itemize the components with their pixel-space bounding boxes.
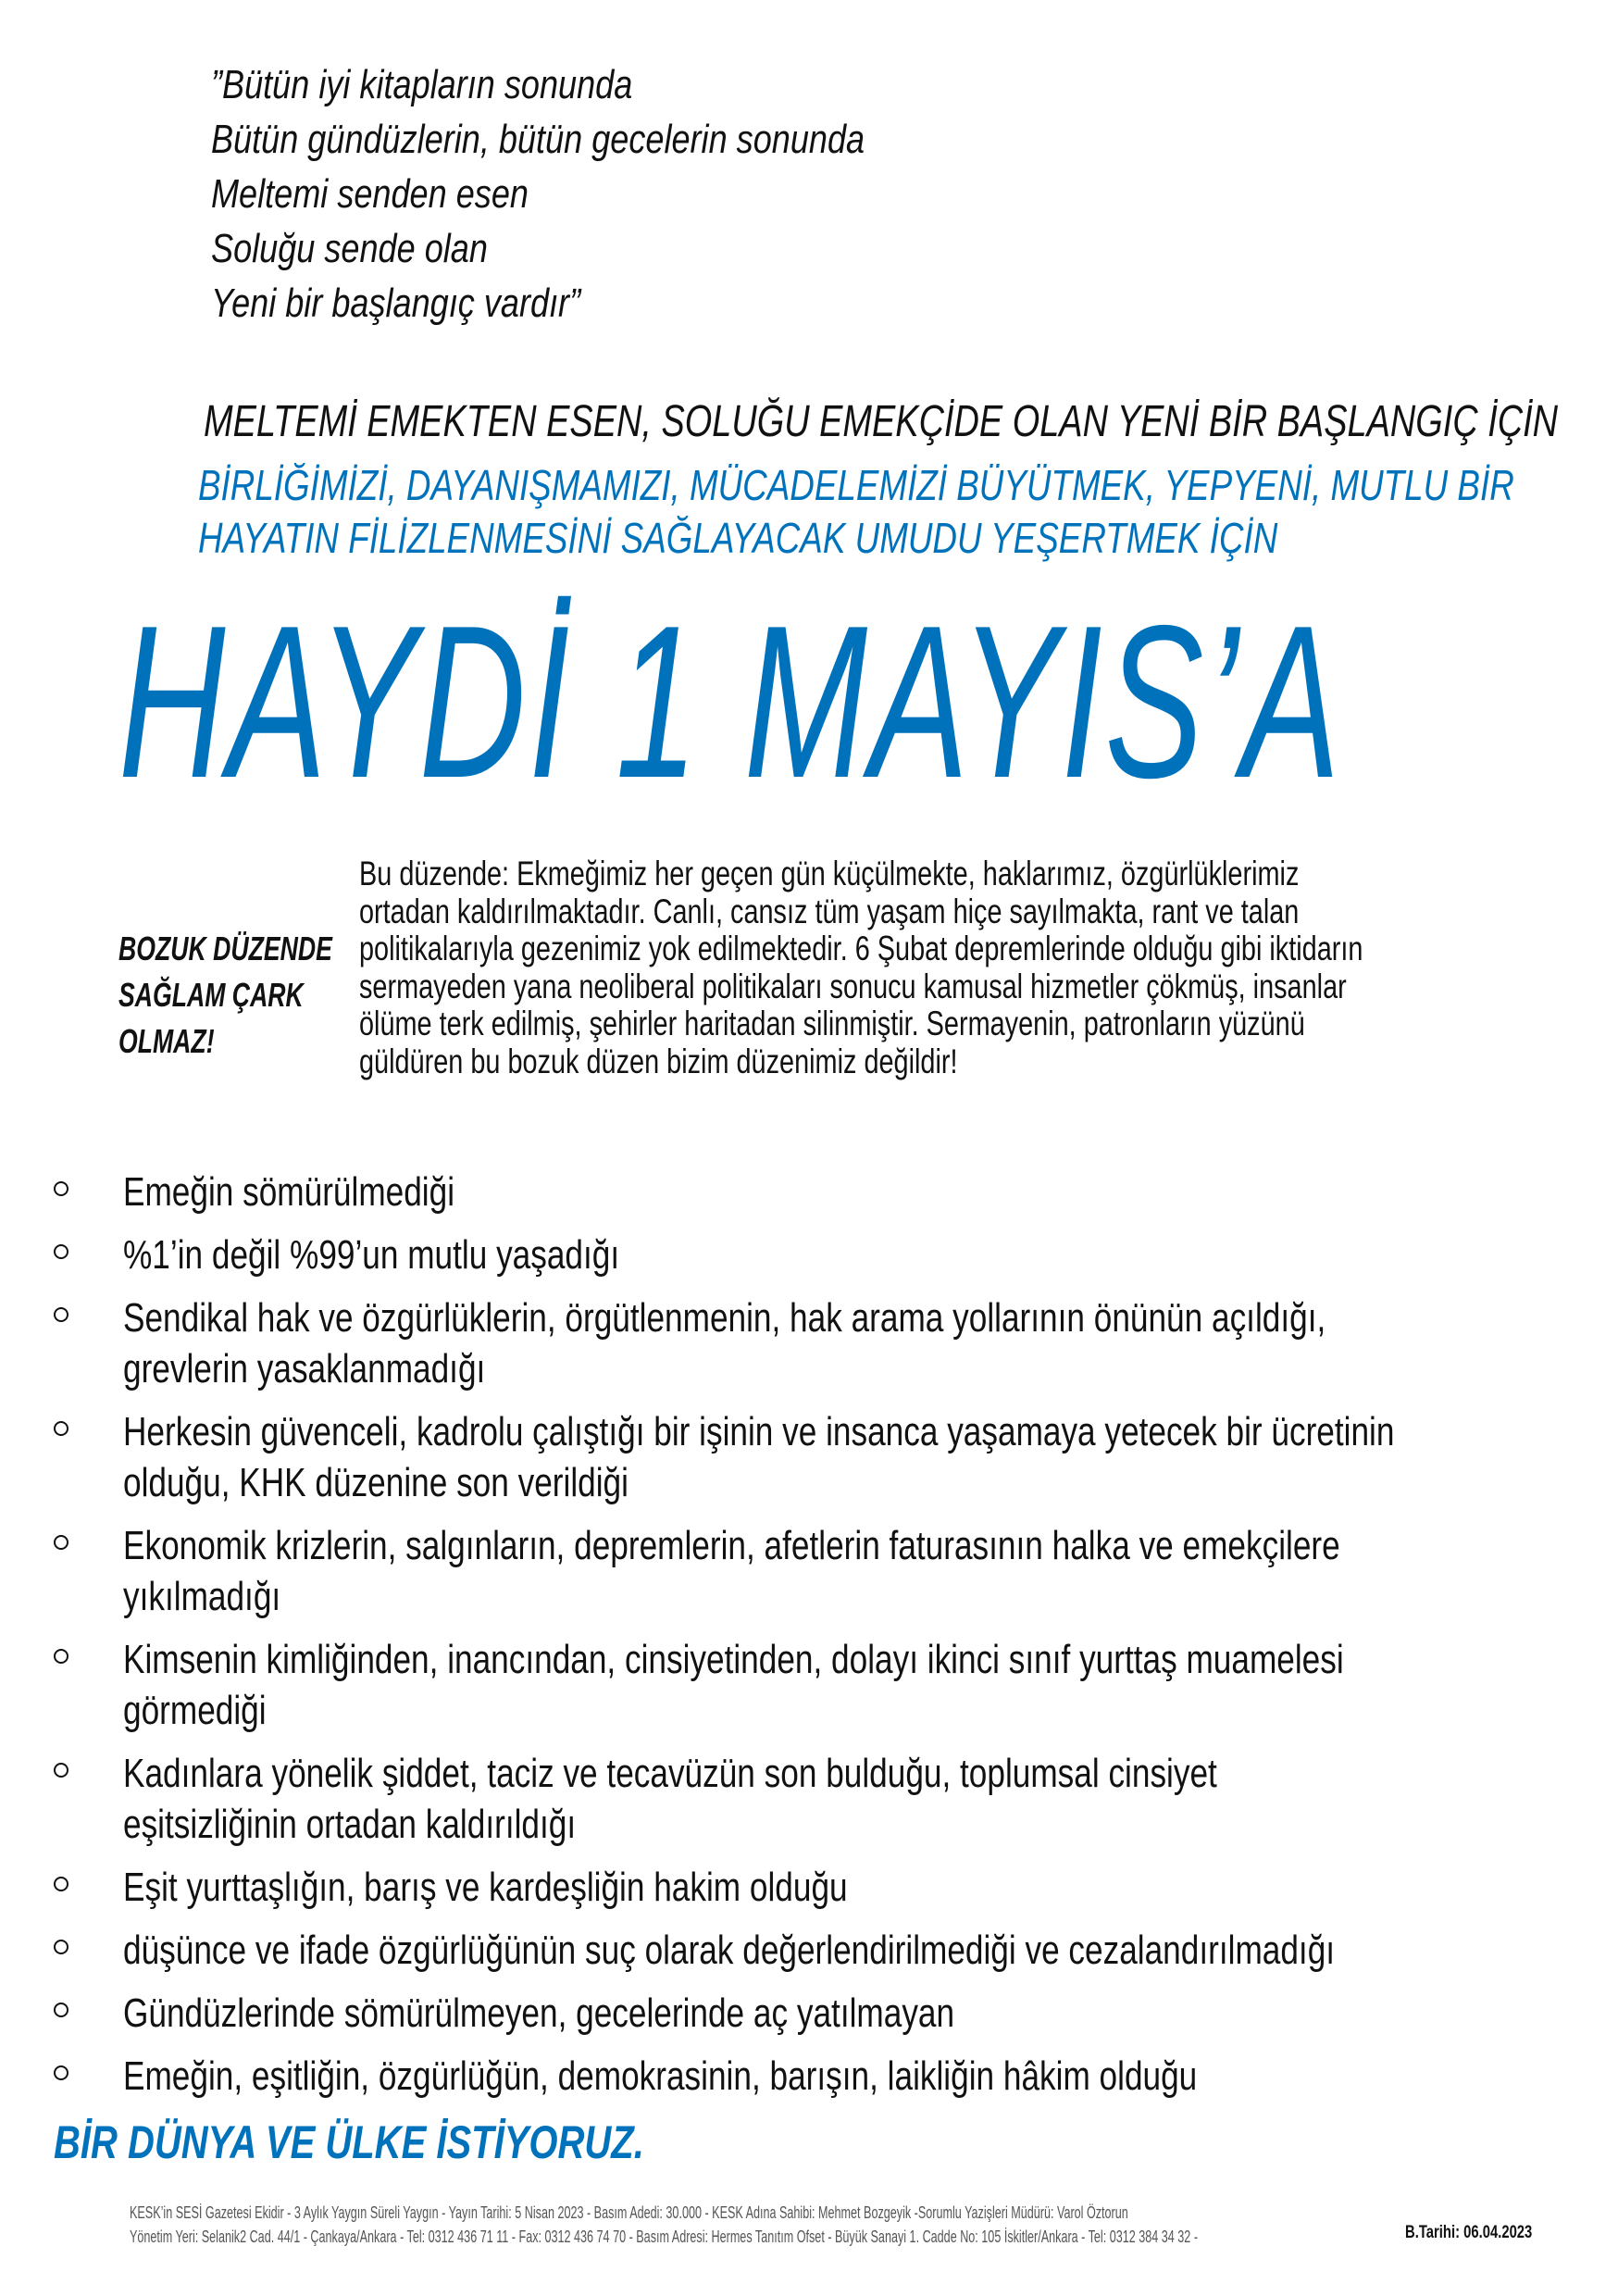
paragraph-line: güldüren bu bozuk düzen bizim düzenimiz değildir! xyxy=(359,1042,958,1080)
hollow-circle-bullet-icon xyxy=(54,2003,68,2017)
closing-statement: BİR DÜNYA VE ÜLKE İSTİYORUZ. xyxy=(54,2116,644,2168)
side-note-line: BOZUK DÜZENDE xyxy=(118,930,332,967)
list-item xyxy=(54,1862,1618,1913)
list-item-line: Eşit yurttaşlığın, barış ve kardeşliğin hakim olduğu xyxy=(123,1865,848,1910)
list-item xyxy=(54,1748,1618,1850)
paragraph-line: sermayeden yana neoliberal politikaları sonucu kamusal hizmetler çökmüş, insanlar xyxy=(359,967,1347,1005)
headline: HAYDİ 1 MAYIS’A xyxy=(118,580,1343,823)
poem-line: Meltemi senden esen xyxy=(211,171,529,217)
list-item-text xyxy=(123,1748,1530,1850)
list-item-text xyxy=(123,1520,1530,1622)
list-item xyxy=(54,1229,1618,1280)
body-paragraph xyxy=(359,855,1587,1080)
list-item-text xyxy=(123,1988,1530,2039)
list-item-line: %1’in değil %99’un mutlu yaşadığı xyxy=(123,1232,620,1278)
list-item-line: Ekonomik krizlerin, salgınların, depremlerin, afetlerin faturasının halka ve emekçilere xyxy=(123,1523,1340,1568)
poem-line: Bütün gündüzlerin, bütün gecelerin sonunda xyxy=(211,117,865,162)
imprint xyxy=(130,2201,1198,2249)
demands-list xyxy=(54,1167,1618,2114)
list-item-line: Sendikal hak ve özgürlüklerin, örgütlenmenin, hak arama yollarının önünün açıldığı, xyxy=(123,1295,1326,1341)
list-item xyxy=(54,1406,1618,1508)
list-item-line: Emeğin sömürülmediği xyxy=(123,1169,455,1215)
list-item-line: Gündüzlerinde sömürülmeyen, gecelerinde aç yatılmayan xyxy=(123,1990,955,2036)
poem-line: Soluğu sende olan xyxy=(211,226,488,271)
imprint-line: Yönetim Yeri: Selanik2 Cad. 44/1 - Çankaya/Ankara - Tel: 0312 436 71 11 - Fax: 0312 436 74 70 - Basım Adresi: Hermes Tanıtım Ofset - Büyük Sanayi 1. Cadde No: 105 İskitler/Ankara - Tel: 0312 384 34 32 - xyxy=(130,2227,1199,2246)
blue-subheading-line: BİRLİĞİMİZİ, DAYANIŞMAMIZI, MÜCADELEMİZİ BÜYÜTMEK, YEPYENİ, MUTLU BİR xyxy=(198,461,1514,509)
list-item-text xyxy=(123,1406,1530,1508)
list-item-text xyxy=(123,2051,1530,2102)
list-item-line: olduğu, KHK düzenine son verildiği xyxy=(123,1460,629,1505)
list-item-text xyxy=(123,1925,1530,1976)
list-item-text xyxy=(123,1634,1530,1736)
list-item-text xyxy=(123,1292,1530,1394)
paragraph-line: Bu düzende: Ekmeğimiz her geçen gün küçülmekte, haklarımız, özgürlüklerimiz xyxy=(359,855,1300,892)
poem-quote xyxy=(211,57,1008,331)
subheading: MELTEMİ EMEKTEN ESEN, SOLUĞU EMEKÇİDE OLAN YENİ BİR BAŞLANGIÇ İÇİN xyxy=(204,397,1559,446)
list-item xyxy=(54,2051,1618,2102)
list-item xyxy=(54,1988,1618,2039)
paragraph-line: ölüme terk edilmiş, şehirler haritadan silinmiştir. Sermayenin, patronların yüzünü xyxy=(359,1004,1305,1042)
hollow-circle-bullet-icon xyxy=(54,1535,68,1550)
list-item-line: Herkesin güvenceli, kadrolu çalıştığı bir işinin ve insanca yaşamaya yetecek bir ücretinin xyxy=(123,1409,1395,1454)
hollow-circle-bullet-icon xyxy=(54,1181,68,1196)
hollow-circle-bullet-icon xyxy=(54,1877,68,1891)
paragraph-line: ortadan kaldırılmaktadır. Canlı, cansız tüm yaşam hiçe sayılmakta, rant ve talan xyxy=(359,892,1300,930)
list-item xyxy=(54,1925,1618,1976)
hollow-circle-bullet-icon xyxy=(54,1421,68,1436)
hollow-circle-bullet-icon xyxy=(54,1763,68,1778)
poem-line: ”Bütün iyi kitapların sonunda xyxy=(211,62,633,107)
imprint-line: KESK’in SESİ Gazetesi Ekidir - 3 Aylık Yaygın Süreli Yaygın - Yayın Tarihi: 5 Nisan 2023 - Basım Adedi: 30.000 - KESK Adına Sahibi: Mehmet Bozgeyik -Sorumlu Yazişleri Müdürü: Varol Öztorun xyxy=(130,2203,1128,2222)
list-item-line: görmediği xyxy=(123,1688,267,1733)
list-item-text xyxy=(123,1229,1530,1280)
list-item-line: grevlerin yasaklanmadığı xyxy=(123,1346,486,1391)
hollow-circle-bullet-icon xyxy=(54,1244,68,1259)
list-item-text xyxy=(123,1862,1530,1913)
list-item-line: Kimsenin kimliğinden, inancından, cinsiyetinden, dolayı ikinci sınıf yurttaş muamelesi xyxy=(123,1637,1344,1682)
paragraph-line: politikalarıyla gezenimiz yok edilmektedir. 6 Şubat depremlerinde olduğu gibi iktidarın xyxy=(359,930,1363,967)
list-item-line: eşitsizliğinin ortadan kaldırıldığı xyxy=(123,1802,577,1847)
list-item-line: yıkılmadığı xyxy=(123,1574,281,1619)
side-note-line: SAĞLAM ÇARK xyxy=(118,976,304,1014)
list-item xyxy=(54,1634,1618,1736)
list-item-line: düşünce ve ifade özgürlüğünün suç olarak değerlendirilmediği ve cezalandırılmadığı xyxy=(123,1928,1336,1973)
hollow-circle-bullet-icon xyxy=(54,1307,68,1322)
blue-subheading xyxy=(198,459,1514,565)
list-item-line: Emeğin, eşitliğin, özgürlüğün, demokrasinin, barışın, laikliğin hâkim olduğu xyxy=(123,2053,1198,2099)
poem-line: Yeni bir başlangıç vardır” xyxy=(211,281,581,326)
print-date: B.Tarihi: 06.04.2023 xyxy=(1405,2223,1533,2242)
side-note-line: OLMAZ! xyxy=(118,1022,215,1060)
list-item xyxy=(54,1520,1618,1622)
list-item xyxy=(54,1167,1618,1217)
hollow-circle-bullet-icon xyxy=(54,1940,68,1954)
hollow-circle-bullet-icon xyxy=(54,1649,68,1664)
hollow-circle-bullet-icon xyxy=(54,2065,68,2080)
list-item xyxy=(54,1292,1618,1394)
blue-subheading-line: HAYATIN FİLİZLENMESİNİ SAĞLAYACAK UMUDU YEŞERTMEK İÇİN xyxy=(198,514,1278,562)
list-item-line: Kadınlara yönelik şiddet, taciz ve tecavüzün son bulduğu, toplumsal cinsiyet xyxy=(123,1751,1217,1796)
list-item-text xyxy=(123,1167,1530,1217)
side-note xyxy=(118,926,332,1065)
